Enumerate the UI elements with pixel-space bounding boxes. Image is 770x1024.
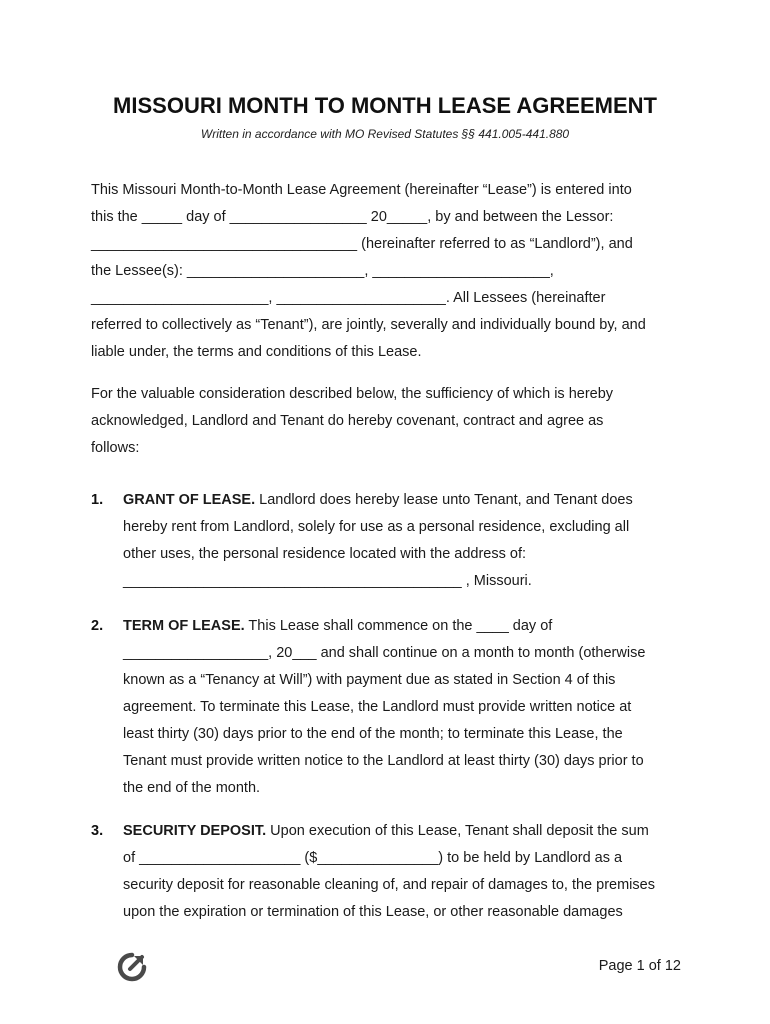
section-heading: GRANT OF LEASE. (123, 492, 256, 508)
section-number: 2. (91, 618, 104, 634)
section-line: of ____________________ ($_______________) to be held by Landlord as a (123, 850, 623, 866)
intro-line: the Lessee(s): ______________________, ______________________, (91, 263, 554, 279)
section-first-line (123, 823, 649, 839)
section-first-line (123, 492, 633, 508)
section-line: __________________________________________ , Missouri. (123, 573, 532, 589)
consideration-line: For the valuable consideration described below, the sufficiency of which is hereby (91, 386, 614, 402)
document-subtitle: Written in accordance with MO Revised Statutes §§ 441.005-441.880 (200, 127, 570, 141)
section-line: other uses, the personal residence located with the address of: (123, 546, 527, 562)
section-heading: TERM OF LEASE. (123, 618, 245, 634)
section-line: the end of the month. (123, 780, 261, 796)
section-first-line (123, 618, 552, 634)
intro-line: This Missouri Month-to-Month Lease Agreement (hereinafter “Lease”) is entered into (91, 182, 632, 198)
section-text: Upon execution of this Lease, Tenant shall deposit the sum (266, 823, 649, 839)
intro-line: this the _____ day of _________________ 20_____, by and between the Lessor: (91, 209, 614, 225)
section-number: 1. (91, 492, 104, 508)
section-line: Tenant must provide written notice to the Landlord at least thirty (30) days prior to (123, 753, 644, 769)
intro-line: _________________________________ (hereinafter referred to as “Landlord”), and (91, 236, 633, 252)
section-line: upon the expiration or termination of this Lease, or other reasonable damages (123, 904, 623, 920)
page-number: Page 1 of 12 (598, 958, 681, 974)
intro-line: ______________________, _____________________. All Lessees (hereinafter (91, 290, 606, 306)
section-number: 3. (91, 823, 104, 839)
intro-line: liable under, the terms and conditions of this Lease. (91, 344, 422, 360)
section-text: This Lease shall commence on the ____ day of (244, 618, 553, 634)
consideration-line: acknowledged, Landlord and Tenant do hereby covenant, contract and agree as (91, 413, 604, 429)
intro-line: referred to collectively as “Tenant”), are jointly, severally and individually bound by, and (91, 317, 646, 333)
section-line: known as a “Tenancy at Will”) with payment due as stated in Section 4 of this (123, 672, 616, 688)
brand-logo-icon (117, 952, 147, 982)
section-line: least thirty (30) days prior to the end of the month; to terminate this Lease, the (123, 726, 623, 742)
section-line: agreement. To terminate this Lease, the Landlord must provide written notice at (123, 699, 632, 715)
section-line: __________________, 20___ and shall continue on a month to month (otherwise (123, 645, 646, 661)
consideration-line: follows: (91, 440, 140, 456)
section-heading: SECURITY DEPOSIT. (123, 823, 267, 839)
document-title: MISSOURI MONTH TO MONTH LEASE AGREEMENT (113, 93, 657, 118)
section-text: Landlord does hereby lease unto Tenant, and Tenant does (255, 492, 633, 508)
section-line: security deposit for reasonable cleaning of, and repair of damages to, the premises (123, 877, 655, 893)
section-line: hereby rent from Landlord, solely for use as a personal residence, excluding all (123, 519, 630, 535)
